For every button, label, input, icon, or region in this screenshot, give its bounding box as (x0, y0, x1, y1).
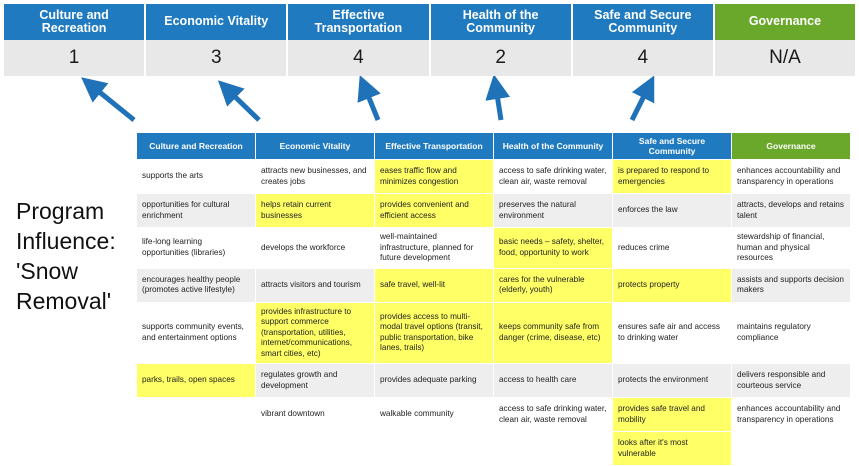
matrix-cell: reduces crime (613, 228, 732, 269)
matrix-cell: cares for the vulnerable (elderly, youth) (494, 268, 613, 302)
matrix-cell: enhances accountability and transparency in operations (732, 160, 851, 194)
matrix-cell: supports community events, and entertainment options (137, 302, 256, 364)
matrix-cell: provides infrastructure to support commerce (transportation, utilities, internet/communications, smart cities, etc) (256, 302, 375, 364)
matrix-cell: assists and supports decision makers (732, 268, 851, 302)
table-row (137, 302, 851, 364)
matrix-cell (137, 398, 256, 432)
matrix-cell (137, 432, 256, 466)
scorecard-header-row (4, 4, 855, 40)
table-row (137, 160, 851, 194)
matrix-cell: eases traffic flow and minimizes congestion (375, 160, 494, 194)
arrow-safe-and-secure-community (632, 88, 648, 120)
matrix-cell: safe travel, well-lit (375, 268, 494, 302)
matrix-cell: life-long learning opportunities (libraries) (137, 228, 256, 269)
matrix-header-health-of-the-community: Health of the Community (494, 133, 613, 160)
matrix-header-economic-vitality: Economic Vitality (256, 133, 375, 160)
table-row (137, 268, 851, 302)
scorecard-header-label: Effective Transportation (314, 7, 403, 35)
score-value-effective-transportation: 4 (288, 40, 430, 76)
matrix-cell: walkable community (375, 398, 494, 432)
matrix-cell: is prepared to respond to emergencies (613, 160, 732, 194)
matrix-cell: attracts new businesses, and creates jobs (256, 160, 375, 194)
matrix-cell: attracts, develops and retains talent (732, 194, 851, 228)
scorecard-header-governance (715, 4, 855, 40)
matrix-cell: attracts visitors and tourism (256, 268, 375, 302)
matrix-cell: delivers responsible and courteous service (732, 364, 851, 398)
matrix-cell (732, 432, 851, 466)
matrix-cell: provides adequate parking (375, 364, 494, 398)
matrix-header-safe-and-secure-community: Safe and Secure Community (613, 133, 732, 160)
matrix-cell: access to safe drinking water, clean air, waste removal (494, 398, 613, 432)
scorecard-header-safe-and-secure-community (573, 4, 715, 40)
matrix-cell: opportunities for cultural enrichment (137, 194, 256, 228)
matrix-cell: provides safe travel and mobility (613, 398, 732, 432)
matrix-header-row (137, 133, 851, 160)
matrix-cell: encourages healthy people (promotes active lifestyle) (137, 268, 256, 302)
table-row (137, 432, 851, 466)
arrow-economic-vitality (228, 90, 259, 120)
matrix-cell: protects the environment (613, 364, 732, 398)
score-value-health-of-the-community: 2 (431, 40, 573, 76)
matrix-cell: access to safe drinking water, clean air, waste removal (494, 160, 613, 194)
outcomes-matrix (136, 132, 850, 466)
scorecard-values-row (4, 40, 855, 76)
matrix-cell: vibrant downtown (256, 398, 375, 432)
scorecard-header-label: Governance (748, 14, 822, 29)
scorecard-header-label: Culture and Recreation (39, 7, 109, 35)
matrix-cell: enforces the law (613, 194, 732, 228)
matrix-header-culture-and-recreation: Culture and Recreation (137, 133, 256, 160)
score-value-economic-vitality: 3 (146, 40, 288, 76)
matrix-cell: protects property (613, 268, 732, 302)
arrow-health-of-the-community (496, 88, 501, 120)
matrix-cell: enhances accountability and transparency in operations (732, 398, 851, 432)
matrix-header-governance: Governance (732, 133, 851, 160)
matrix-cell: supports the arts (137, 160, 256, 194)
program-influence-caption: Program Influence: 'Snow Removal' (16, 198, 116, 314)
matrix-cell: provides access to multi-modal travel options (transit, public transportation, bike lanes, trails) (375, 302, 494, 364)
table-row (137, 194, 851, 228)
scorecard-header-culture-and-recreation (4, 4, 146, 40)
score-value-culture-and-recreation: 1 (4, 40, 146, 76)
scorecard-header-label: Health of the Community (462, 7, 539, 35)
arrow-culture-and-recreation (92, 86, 134, 120)
matrix-cell: maintains regulatory compliance (732, 302, 851, 364)
scorecard-header-economic-vitality (146, 4, 288, 40)
matrix-cell: keeps community safe from danger (crime, disease, etc) (494, 302, 613, 364)
matrix-cell (256, 432, 375, 466)
scorecard-header-effective-transportation (288, 4, 430, 40)
matrix-header-effective-transportation: Effective Transportation (375, 133, 494, 160)
scorecard-header-label: Safe and Secure Community (594, 7, 692, 35)
matrix-cell: stewardship of financial, human and physical resources (732, 228, 851, 269)
matrix-cell: develops the workforce (256, 228, 375, 269)
table-row (137, 228, 851, 269)
matrix-cell: parks, trails, open spaces (137, 364, 256, 398)
matrix-cell (494, 432, 613, 466)
matrix-cell: well-maintained infrastructure, planned for future development (375, 228, 494, 269)
table-row (137, 398, 851, 432)
matrix-cell: regulates growth and development (256, 364, 375, 398)
arrow-effective-transportation (365, 88, 378, 120)
score-value-safe-and-secure-community: 4 (573, 40, 715, 76)
table-row (137, 364, 851, 398)
matrix-cell: ensures safe air and access to drinking water (613, 302, 732, 364)
matrix-cell: preserves the natural environment (494, 194, 613, 228)
score-value-governance: N/A (769, 47, 801, 68)
scorecard-header-strip (4, 4, 855, 76)
scorecard-header-health-of-the-community (431, 4, 573, 40)
matrix-cell (375, 432, 494, 466)
arrow-group (0, 76, 859, 132)
matrix-cell: helps retain current businesses (256, 194, 375, 228)
matrix-cell: looks after it's most vulnerable (613, 432, 732, 466)
matrix-cell: basic needs – safety, shelter, food, opportunity to work (494, 228, 613, 269)
matrix-cell: access to health care (494, 364, 613, 398)
scorecard-header-label: Economic Vitality (164, 14, 269, 29)
matrix-cell: provides convenient and efficient access (375, 194, 494, 228)
